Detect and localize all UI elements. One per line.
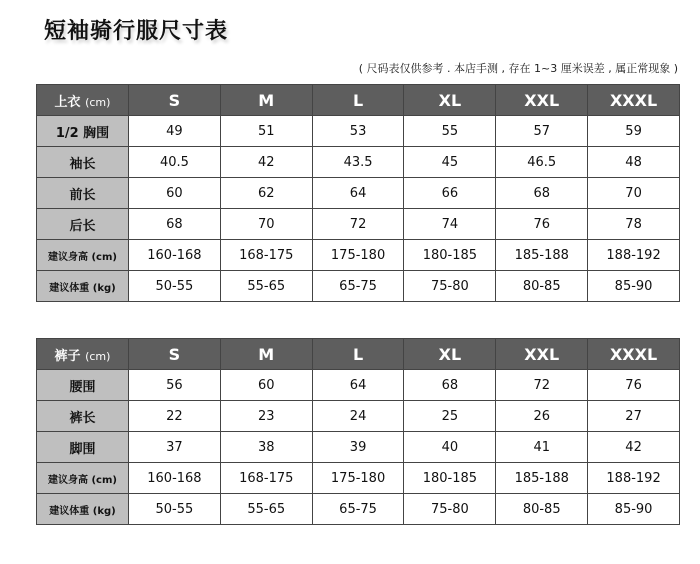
size-header: XL bbox=[404, 339, 496, 370]
row-label: 裤长 bbox=[37, 401, 129, 432]
row-label: 建议体重 (kg) bbox=[37, 271, 129, 302]
table-cell: 168-175 bbox=[220, 240, 312, 271]
table-cell: 56 bbox=[129, 370, 221, 401]
table-cell: 55 bbox=[404, 116, 496, 147]
table-cell: 72 bbox=[312, 209, 404, 240]
table-cell: 74 bbox=[404, 209, 496, 240]
table-cell: 23 bbox=[220, 401, 312, 432]
table-row bbox=[37, 401, 680, 432]
table-cell: 64 bbox=[312, 370, 404, 401]
table-cell: 43.5 bbox=[312, 147, 404, 178]
table-cell: 40 bbox=[404, 432, 496, 463]
table-cell: 72 bbox=[496, 370, 588, 401]
table-cell: 64 bbox=[312, 178, 404, 209]
table-cell: 85-90 bbox=[588, 494, 680, 525]
table-row bbox=[37, 370, 680, 401]
table-cell: 180-185 bbox=[404, 240, 496, 271]
table-cell: 160-168 bbox=[129, 463, 221, 494]
measurement-note: ( 尺码表仅供参考 . 本店手测 , 存在 1~3 厘米误差 , 属正常现象 ) bbox=[358, 62, 678, 75]
table-cell: 60 bbox=[129, 178, 221, 209]
table-cell: 65-75 bbox=[312, 271, 404, 302]
row-label: 前长 bbox=[37, 178, 129, 209]
pants-header-label-text: 裤子 bbox=[54, 348, 81, 364]
top-header-unit: (cm) bbox=[85, 95, 111, 109]
size-header: XXXL bbox=[588, 85, 680, 116]
top-size-table bbox=[36, 84, 680, 302]
table-cell: 65-75 bbox=[312, 494, 404, 525]
table-cell: 185-188 bbox=[496, 240, 588, 271]
size-header: L bbox=[312, 85, 404, 116]
table-cell: 175-180 bbox=[312, 240, 404, 271]
table-row bbox=[37, 271, 680, 302]
table-cell: 85-90 bbox=[588, 271, 680, 302]
table-cell: 75-80 bbox=[404, 494, 496, 525]
row-label: 建议身高 (cm) bbox=[37, 463, 129, 494]
table-cell: 49 bbox=[129, 116, 221, 147]
table-cell: 68 bbox=[129, 209, 221, 240]
table-cell: 59 bbox=[588, 116, 680, 147]
table-cell: 185-188 bbox=[496, 463, 588, 494]
pants-size-table bbox=[36, 338, 680, 525]
table-cell: 27 bbox=[588, 401, 680, 432]
size-header: L bbox=[312, 339, 404, 370]
table-row bbox=[37, 116, 680, 147]
table-cell: 66 bbox=[404, 178, 496, 209]
table-cell: 76 bbox=[496, 209, 588, 240]
table-cell: 80-85 bbox=[496, 271, 588, 302]
table-cell: 42 bbox=[220, 147, 312, 178]
row-label: 建议身高 (cm) bbox=[37, 240, 129, 271]
table-cell: 55-65 bbox=[220, 494, 312, 525]
pants-header-unit: (cm) bbox=[85, 349, 111, 363]
table-cell: 80-85 bbox=[496, 494, 588, 525]
pants-table-header-label bbox=[37, 339, 129, 370]
pants-table-header-row bbox=[37, 339, 680, 370]
top-table-header-label bbox=[37, 85, 129, 116]
table-row bbox=[37, 240, 680, 271]
size-header: S bbox=[129, 339, 221, 370]
table-cell: 57 bbox=[496, 116, 588, 147]
table-cell: 40.5 bbox=[129, 147, 221, 178]
size-header: M bbox=[220, 339, 312, 370]
table-cell: 39 bbox=[312, 432, 404, 463]
table-cell: 68 bbox=[404, 370, 496, 401]
row-label: 建议体重 (kg) bbox=[37, 494, 129, 525]
table-row bbox=[37, 432, 680, 463]
table-cell: 68 bbox=[496, 178, 588, 209]
size-header: XXXL bbox=[588, 339, 680, 370]
table-row bbox=[37, 209, 680, 240]
size-header: S bbox=[129, 85, 221, 116]
top-header-label-text: 上衣 bbox=[54, 94, 81, 110]
table-cell: 50-55 bbox=[129, 271, 221, 302]
table-cell: 42 bbox=[588, 432, 680, 463]
size-header: M bbox=[220, 85, 312, 116]
table-cell: 24 bbox=[312, 401, 404, 432]
table-row bbox=[37, 178, 680, 209]
table-cell: 48 bbox=[588, 147, 680, 178]
table-cell: 175-180 bbox=[312, 463, 404, 494]
table-cell: 50-55 bbox=[129, 494, 221, 525]
table-cell: 78 bbox=[588, 209, 680, 240]
table-cell: 37 bbox=[129, 432, 221, 463]
table-cell: 41 bbox=[496, 432, 588, 463]
table-cell: 75-80 bbox=[404, 271, 496, 302]
size-header: XXL bbox=[496, 85, 588, 116]
table-row bbox=[37, 147, 680, 178]
size-header: XL bbox=[404, 85, 496, 116]
row-label: 腰围 bbox=[37, 370, 129, 401]
table-cell: 55-65 bbox=[220, 271, 312, 302]
row-label: 1/2 胸围 bbox=[37, 116, 129, 147]
table-cell: 62 bbox=[220, 178, 312, 209]
table-row bbox=[37, 463, 680, 494]
table-cell: 53 bbox=[312, 116, 404, 147]
page-title: 短袖骑行服尺寸表 bbox=[44, 19, 229, 44]
table-cell: 76 bbox=[588, 370, 680, 401]
table-cell: 38 bbox=[220, 432, 312, 463]
table-cell: 51 bbox=[220, 116, 312, 147]
table-cell: 46.5 bbox=[496, 147, 588, 178]
table-row bbox=[37, 494, 680, 525]
table-cell: 22 bbox=[129, 401, 221, 432]
table-cell: 70 bbox=[220, 209, 312, 240]
table-cell: 60 bbox=[220, 370, 312, 401]
table-cell: 26 bbox=[496, 401, 588, 432]
table-cell: 188-192 bbox=[588, 463, 680, 494]
row-label: 后长 bbox=[37, 209, 129, 240]
table-cell: 180-185 bbox=[404, 463, 496, 494]
table-cell: 25 bbox=[404, 401, 496, 432]
row-label: 袖长 bbox=[37, 147, 129, 178]
top-table-header-row bbox=[37, 85, 680, 116]
size-header: XXL bbox=[496, 339, 588, 370]
table-cell: 160-168 bbox=[129, 240, 221, 271]
table-cell: 70 bbox=[588, 178, 680, 209]
table-cell: 45 bbox=[404, 147, 496, 178]
table-cell: 188-192 bbox=[588, 240, 680, 271]
row-label: 脚围 bbox=[37, 432, 129, 463]
table-cell: 168-175 bbox=[220, 463, 312, 494]
